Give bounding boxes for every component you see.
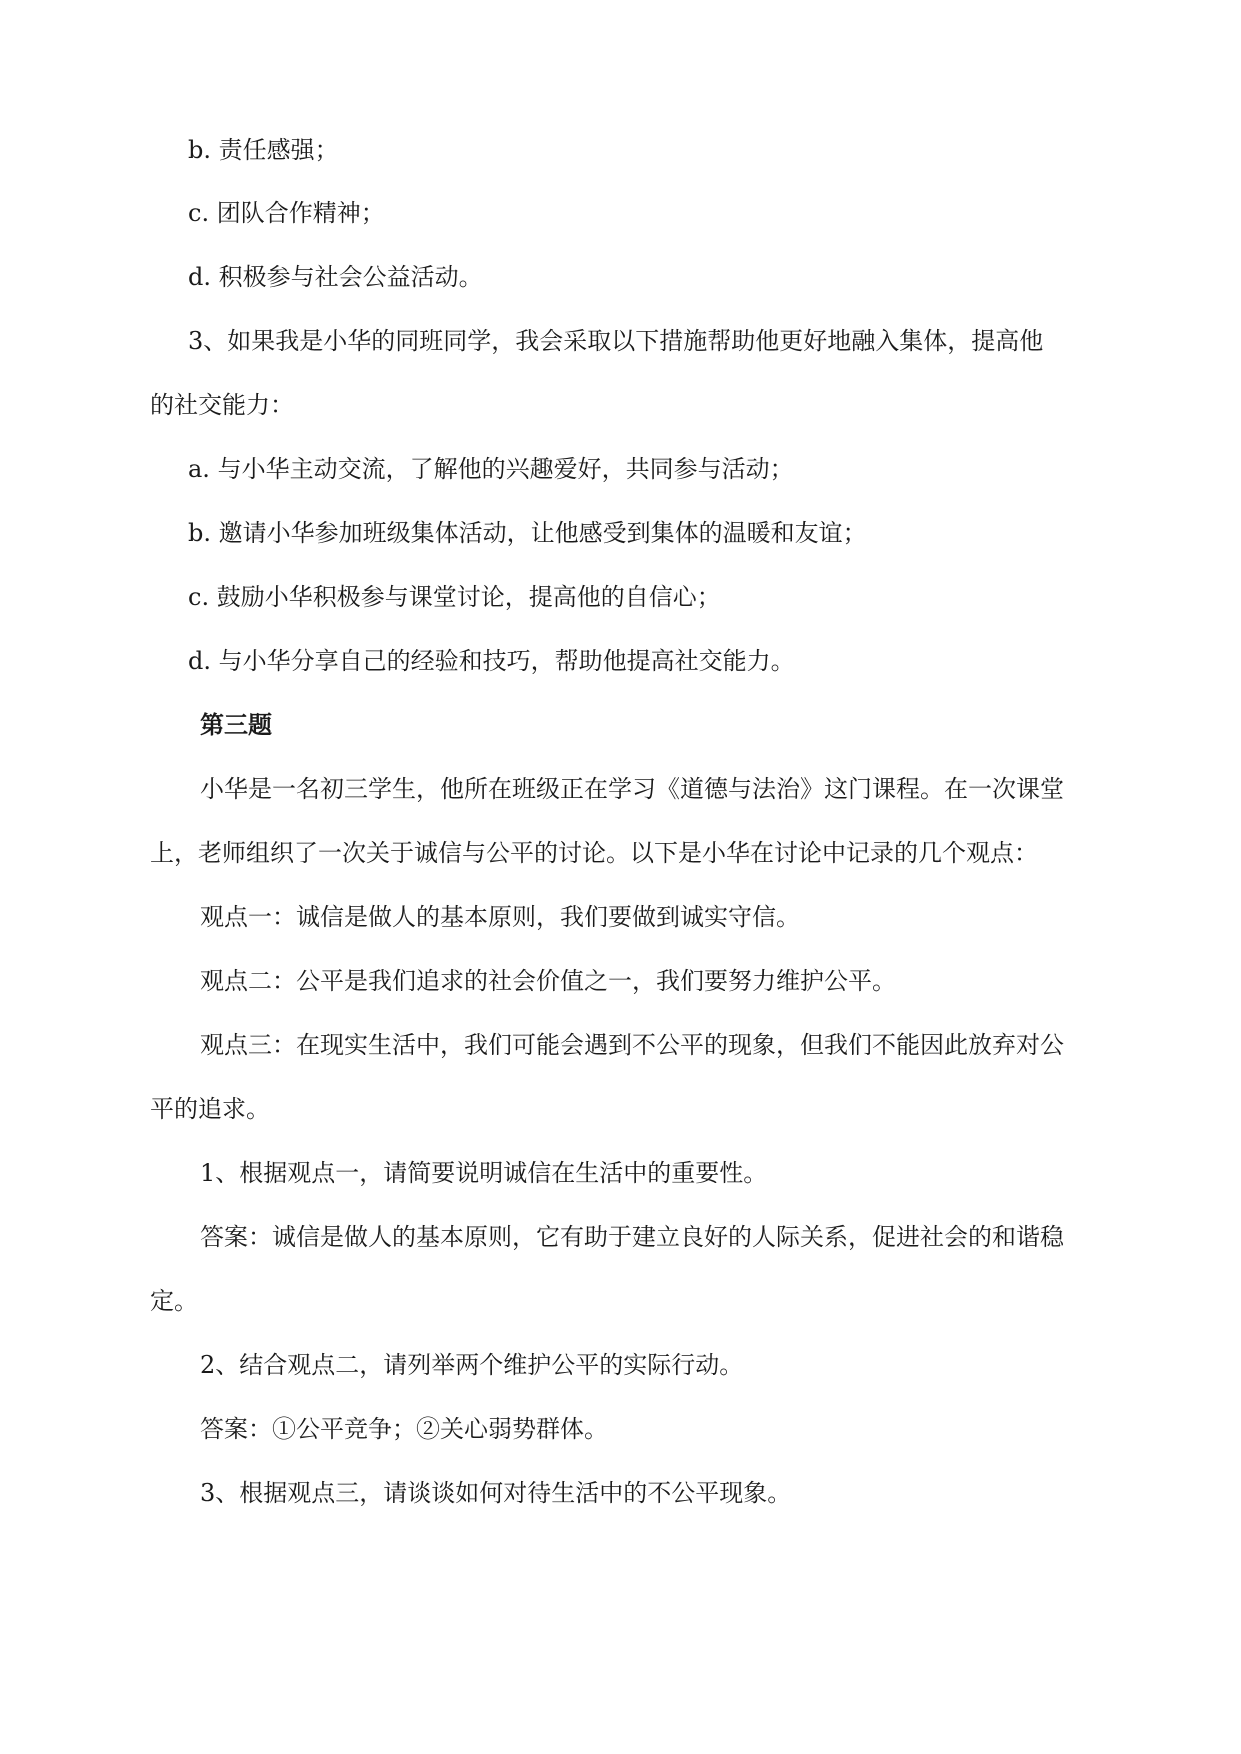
list-item-b: b. 责任感强； xyxy=(188,136,339,164)
measure-item-d: d. 与小华分享自己的经验和技巧，帮助他提高社交能力。 xyxy=(188,647,795,675)
question-3-line-2: 的社交能力： xyxy=(150,391,294,419)
section-title: 第三题 xyxy=(200,710,272,739)
answer-1-line-1: 答案：诚信是做人的基本原则，它有助于建立良好的人际关系，促进社会的和谐稳 xyxy=(200,1223,1064,1251)
answer-2: 答案：①公平竞争；②关心弱势群体。 xyxy=(200,1415,608,1443)
answer-1-line-2: 定。 xyxy=(150,1287,198,1315)
measure-item-c: c. 鼓励小华积极参与课堂讨论，提高他的自信心； xyxy=(188,583,721,611)
intro-line-1: 小华是一名初三学生，他所在班级正在学习《道德与法治》这门课程。在一次课堂 xyxy=(200,775,1064,803)
measure-item-a: a. 与小华主动交流，了解他的兴趣爱好，共同参与活动； xyxy=(188,455,794,483)
sub-question-2: 2、结合观点二，请列举两个维护公平的实际行动。 xyxy=(200,1351,744,1379)
question-3-line-1: 3、如果我是小华的同班同学，我会采取以下措施帮助他更好地融入集体，提高他 xyxy=(188,327,1044,355)
list-item-d: d. 积极参与社会公益活动。 xyxy=(188,263,483,291)
sub-question-1: 1、根据观点一，请简要说明诚信在生活中的重要性。 xyxy=(200,1159,768,1187)
view-2: 观点二：公平是我们追求的社会价值之一，我们要努力维护公平。 xyxy=(200,967,896,995)
view-3-line-1: 观点三：在现实生活中，我们可能会遇到不公平的现象，但我们不能因此放弃对公 xyxy=(200,1031,1064,1059)
view-1: 观点一：诚信是做人的基本原则，我们要做到诚实守信。 xyxy=(200,903,800,931)
list-item-c: c. 团队合作精神； xyxy=(188,199,385,227)
view-3-line-2: 平的追求。 xyxy=(150,1095,270,1123)
sub-question-3: 3、根据观点三，请谈谈如何对待生活中的不公平现象。 xyxy=(200,1479,792,1507)
measure-item-b: b. 邀请小华参加班级集体活动，让他感受到集体的温暖和友谊； xyxy=(188,519,867,547)
intro-line-2: 上，老师组织了一次关于诚信与公平的讨论。以下是小华在讨论中记录的几个观点： xyxy=(150,839,1038,867)
